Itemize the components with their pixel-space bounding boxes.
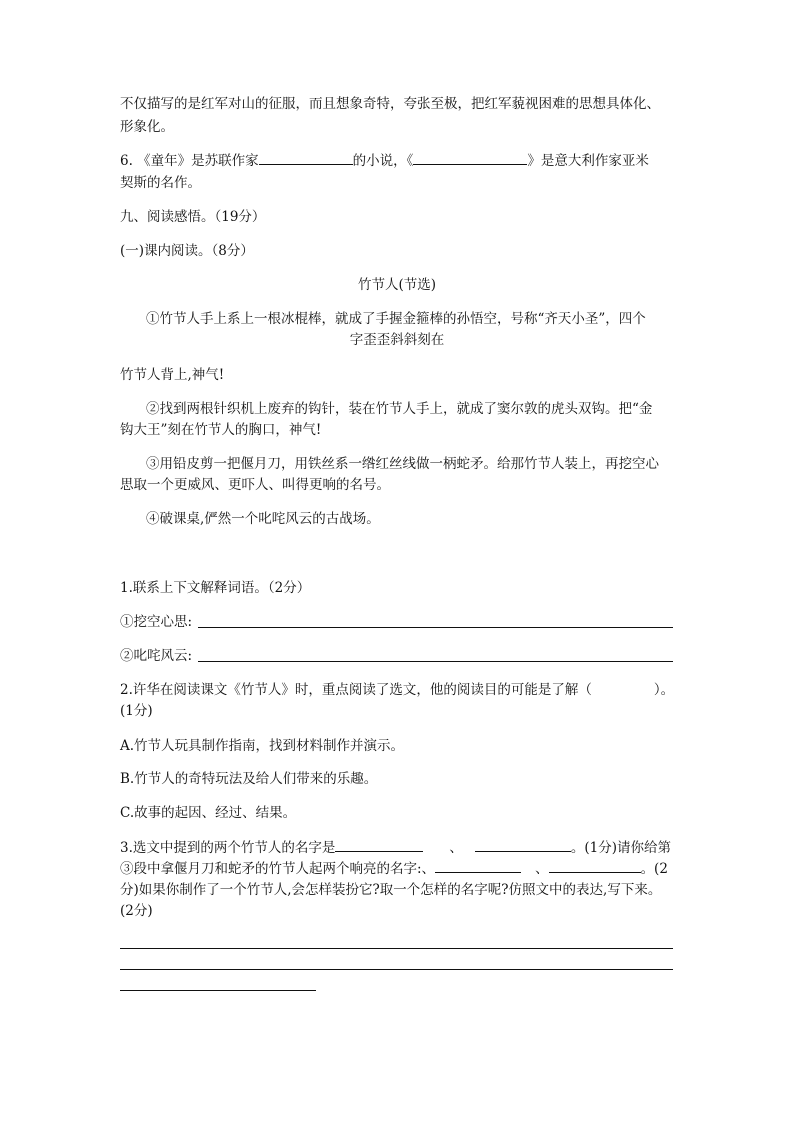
passage-p3-line-1: ③用铅皮剪一把偃月刀，用铁丝系一绺红丝线做一柄蛇矛。给那竹节人装上，再挖空心 (146, 456, 659, 472)
q3-name-blank-1[interactable] (335, 837, 423, 852)
q3-name-blank-2[interactable] (475, 837, 571, 852)
q6-text-1: 6. 《童年》是苏联作家 (120, 153, 259, 169)
q3-answer-line-2[interactable] (120, 969, 673, 970)
question-2-option-c: C.故事的起因、经过、结果。 (120, 805, 297, 821)
q6-text-2: 的小说，《 (352, 153, 414, 169)
passage-p2-line-2: 钩大王”刻在竹节人的胸口，神气! (120, 422, 322, 438)
question-1a-answer-line[interactable] (198, 627, 673, 628)
section-9-title: 九、阅读感悟。（19分） (120, 209, 266, 225)
passage-p2-line-1: ②找到两根针织机上废弃的钩针，装在竹节人手上，就成了窦尔敦的虎头双钩。把“金 (146, 401, 653, 417)
question-2-points: (1分) (120, 703, 153, 719)
section-9-subtitle: (一)课内阅读。（8分） (120, 243, 254, 259)
question-3-line-1 (120, 837, 671, 858)
q3-answer-line-1[interactable] (120, 948, 673, 949)
question-6-line-2: 契斯的名作。 (120, 175, 201, 191)
q3-text-4: 。(2 (640, 861, 668, 877)
question-3-line-3: 分)如果你制作了一个竹节人,会怎样装扮它?取一个怎样的名字呢?仿照文中的表达,写下来。 (120, 882, 662, 898)
question-2-stem (120, 680, 674, 700)
q3-sep-1: 、 (449, 840, 463, 856)
q3-text-2: 。(1分)请你给第 (570, 840, 672, 856)
q2-stem-end: ）。 (653, 682, 675, 698)
intro-line-2: 形象化。 (120, 119, 174, 135)
question-1a-label: ①挖空心思: (120, 614, 193, 630)
q6-book-blank[interactable] (413, 150, 527, 165)
q3-text-1: 3.选文中提到的两个竹节人的名字是 (120, 840, 336, 856)
q2-stem-text: 2.许华在阅读课文《竹节人》时，重点阅读了选文，他的阅读目的可能是了解（ (120, 682, 592, 698)
passage-p1-line-1: ①竹节人手上系上一根冰棍棒，就成了手握金箍棒的孙悟空，号称“齐天小圣”，四个 (146, 311, 646, 327)
q3-name-blank-3[interactable] (435, 858, 521, 873)
q3-name-blank-4[interactable] (549, 858, 641, 873)
q3-text-3: ③段中拿偃月刀和蛇矛的竹节人起两个响亮的名字:、 (120, 861, 436, 877)
question-3-line-2 (120, 858, 668, 879)
question-1b-label: ②叱咤风云: (120, 648, 193, 664)
question-2-option-b: B.竹节人的奇特玩法及给人们带来的乐趣。 (120, 771, 378, 787)
q6-author-blank[interactable] (259, 150, 353, 165)
passage-title: 竹节人(节选) (357, 277, 437, 293)
passage-p1-line-3: 竹节人背上,神气! (120, 367, 225, 383)
question-6-line-1 (120, 150, 649, 171)
question-1-stem: 1.联系上下文解释词语。（2分） (120, 580, 311, 596)
q6-text-3: 》是意大利作家亚米 (527, 153, 649, 169)
intro-line-1: 不仅描写的是红军对山的征服，而且想象奇特，夸张至极，把红军藐视困难的思想具体化、 (120, 96, 660, 112)
question-3-line-4: (2分) (120, 903, 153, 919)
passage-p1-line-2: 字歪歪斜斜刻在 (349, 332, 445, 348)
question-1b-answer-line[interactable] (198, 661, 673, 662)
q3-sep-2: 、 (535, 861, 549, 877)
passage-p3-line-2: 思取一个更威风、更吓人、叫得更响的名号。 (120, 477, 390, 493)
passage-p4: ④破课桌,俨然一个叱咤风云的古战场。 (146, 511, 380, 527)
question-2-option-a: A.竹节人玩具制作指南，找到材料制作并演示。 (120, 738, 405, 754)
q3-answer-line-3[interactable] (120, 990, 316, 991)
